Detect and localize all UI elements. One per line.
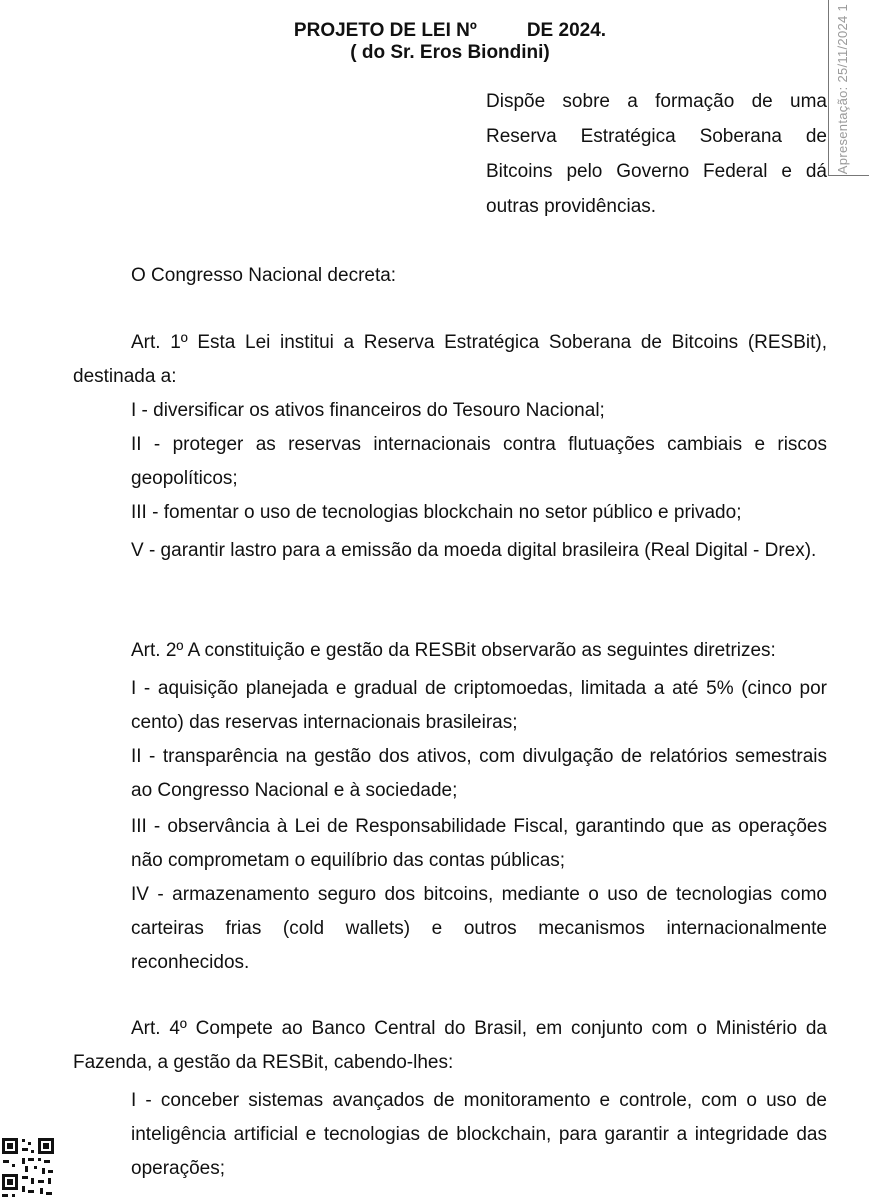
preamble: O Congresso Nacional decreta: — [131, 265, 397, 286]
bill-title-right: DE 2024. — [526, 20, 607, 41]
art1-item-i: I - diversificar os ativos financeiros do Tesouro Nacional; — [131, 400, 605, 421]
art1-item-v: V - garantir lastro para a emissão da moeda digital brasileira (Real Digital - Drex). — [131, 540, 817, 561]
art2-item-i: I - aquisição planejada e gradual de criptomoedas, limitada a até 5% (cinco por cento) das reservas internacionais brasileiras; — [131, 678, 827, 733]
qr-code — [0, 1136, 56, 1200]
art1-caput: Art. 1º Esta Lei institui a Reserva Estratégica Soberana de Bitcoins (RESBit), destinada a: — [73, 332, 827, 387]
art2-item-iii: III - observância à Lei de Responsabilidade Fiscal, garantindo que as operações não comprometam o equilíbrio das contas públicas; — [131, 816, 827, 871]
art1-item-iii: III - fomentar o uso de tecnologias blockchain no setor público e privado; — [131, 502, 742, 523]
art1-item-ii: II - proteger as reservas internacionais contra flutuações cambiais e riscos geopolíticos; — [131, 434, 827, 489]
art4-item-i: I - conceber sistemas avançados de monitoramento e controle, com o uso de inteligência artificial e tecnologias de blockchain, para garantir a integridade das operações; — [131, 1090, 827, 1179]
presentation-stamp-text: Apresentação: 25/11/2024 1 — [835, 4, 850, 175]
bill-title-left: PROJETO DE LEI Nº — [293, 20, 477, 41]
art2-item-ii: II - transparência na gestão dos ativos, com divulgação de relatórios semestrais ao Congresso Nacional e à sociedade; — [131, 746, 827, 801]
art2-item-iv: IV - armazenamento seguro dos bitcoins, mediante o uso de tecnologias como carteiras frias (cold wallets) e outros mecanismos internacionalmente reconhecidos. — [131, 884, 827, 973]
bill-author: ( do Sr. Eros Biondini) — [350, 42, 550, 63]
ementa: Dispõe sobre a formação de uma Reserva Estratégica Soberana de Bitcoins pelo Governo Federal e dá outras providências. — [486, 91, 827, 217]
art4-caput: Art. 4º Compete ao Banco Central do Brasil, em conjunto com o Ministério da Fazenda, a gestão da RESBit, cabendo-lhes: — [73, 1018, 827, 1073]
art2-caput: Art. 2º A constituição e gestão da RESBit observarão as seguintes diretrizes: — [131, 640, 776, 661]
bill-title — [0, 16, 869, 68]
